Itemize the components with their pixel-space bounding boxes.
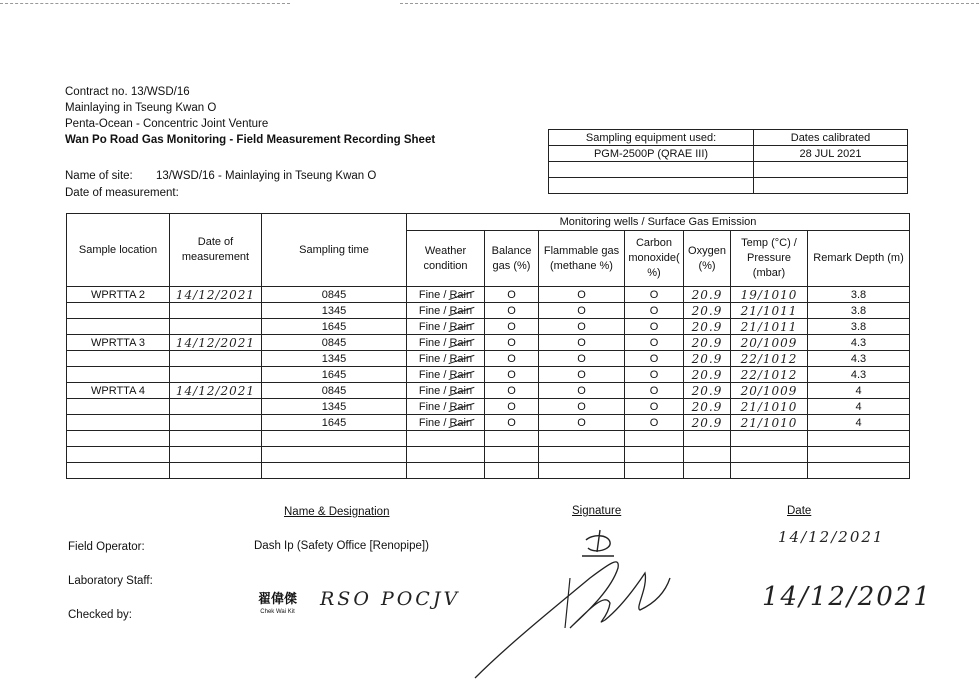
table-row bbox=[67, 399, 910, 415]
weather-fine-text: Fine / bbox=[418, 368, 450, 381]
col-header-weather: Weather condition bbox=[407, 231, 485, 287]
calibration-cell bbox=[754, 162, 908, 178]
calibration-cell bbox=[754, 178, 908, 194]
row-carbon-monoxide bbox=[625, 431, 684, 447]
checker-signature bbox=[470, 548, 680, 683]
row-sampling-time: 1645 bbox=[262, 319, 407, 335]
weather-rain-struck-text: Rain bbox=[449, 352, 473, 365]
row-balance-gas: O bbox=[485, 335, 539, 351]
row-flammable-gas bbox=[539, 431, 625, 447]
row-temp-pressure bbox=[731, 447, 808, 463]
row-flammable-gas: O bbox=[539, 367, 625, 383]
equipment-cell bbox=[549, 162, 754, 178]
row-location bbox=[67, 415, 170, 431]
row-flammable-gas bbox=[539, 463, 625, 479]
row-oxygen bbox=[684, 431, 731, 447]
row-oxygen: 20.9 bbox=[684, 367, 731, 383]
row-date bbox=[170, 351, 262, 367]
name-designation-header: Name & Designation bbox=[284, 506, 390, 518]
weather-fine-text: Fine / bbox=[418, 320, 450, 333]
table-row bbox=[67, 383, 910, 399]
weather-fine-text: Fine / bbox=[418, 304, 450, 317]
col-header-date: Date of measurement bbox=[170, 214, 262, 287]
col-header-remark-depth: Remark Depth (m) bbox=[808, 231, 910, 287]
weather-fine-text: Fine / bbox=[418, 384, 450, 397]
row-remark-depth: 3.8 bbox=[808, 287, 910, 303]
row-date bbox=[170, 463, 262, 479]
weather-fine-text: Fine / bbox=[418, 400, 450, 413]
site-label: Name of site: bbox=[65, 170, 133, 182]
row-date bbox=[170, 399, 262, 415]
weather-rain-struck-text: Rain bbox=[449, 336, 473, 349]
row-flammable-gas: O bbox=[539, 351, 625, 367]
row-flammable-gas: O bbox=[539, 287, 625, 303]
row-balance-gas: O bbox=[485, 399, 539, 415]
col-header-balance-gas: Balance gas (%) bbox=[485, 231, 539, 287]
row-date bbox=[170, 303, 262, 319]
row-carbon-monoxide: O bbox=[625, 287, 684, 303]
checked-date: 14/12/2021 bbox=[762, 582, 932, 612]
row-carbon-monoxide: O bbox=[625, 399, 684, 415]
row-location: WPRTTA 3 bbox=[67, 335, 170, 351]
col-header-carbon-monoxide: Carbon monoxide( %) bbox=[625, 231, 684, 287]
row-balance-gas: O bbox=[485, 415, 539, 431]
row-weather bbox=[407, 335, 485, 351]
row-balance-gas bbox=[485, 431, 539, 447]
row-remark-depth: 4 bbox=[808, 415, 910, 431]
site-value: 13/WSD/16 - Mainlaying in Tseung Kwan O bbox=[156, 170, 377, 182]
row-carbon-monoxide bbox=[625, 463, 684, 479]
checker-roman-name: Chek Wai Kit bbox=[260, 609, 295, 615]
row-remark-depth: 4 bbox=[808, 399, 910, 415]
row-oxygen: 20.9 bbox=[684, 383, 731, 399]
contractor-name: Penta-Ocean - Concentric Joint Venture bbox=[65, 118, 269, 130]
signature-header: Signature bbox=[572, 505, 622, 517]
col-header-sample-location: Sample location bbox=[67, 214, 170, 287]
row-carbon-monoxide: O bbox=[625, 367, 684, 383]
row-balance-gas: O bbox=[485, 319, 539, 335]
row-remark-depth: 4.3 bbox=[808, 335, 910, 351]
row-remark-depth: 3.8 bbox=[808, 303, 910, 319]
row-location bbox=[67, 319, 170, 335]
table-row bbox=[67, 335, 910, 351]
table-row bbox=[67, 367, 910, 383]
row-temp-pressure bbox=[731, 463, 808, 479]
row-date bbox=[170, 367, 262, 383]
row-location bbox=[67, 351, 170, 367]
row-carbon-monoxide bbox=[625, 447, 684, 463]
row-date bbox=[170, 319, 262, 335]
checked-by-label: Checked by: bbox=[68, 609, 132, 621]
row-balance-gas bbox=[485, 447, 539, 463]
row-remark-depth: 4 bbox=[808, 383, 910, 399]
row-oxygen: 20.9 bbox=[684, 415, 731, 431]
table-row bbox=[67, 351, 910, 367]
field-operator-name: Dash Ip (Safety Office [Renopipe]) bbox=[254, 540, 429, 552]
table-row bbox=[67, 303, 910, 319]
row-remark-depth bbox=[808, 447, 910, 463]
weather-rain-struck-text: Rain bbox=[449, 320, 473, 333]
row-oxygen bbox=[684, 447, 731, 463]
row-weather bbox=[407, 287, 485, 303]
row-flammable-gas: O bbox=[539, 319, 625, 335]
row-weather bbox=[407, 399, 485, 415]
scan-edge-right bbox=[400, 3, 979, 4]
weather-fine-text: Fine / bbox=[418, 336, 450, 349]
row-carbon-monoxide: O bbox=[625, 319, 684, 335]
contract-number: Contract no. 13/WSD/16 bbox=[65, 86, 190, 98]
row-carbon-monoxide: O bbox=[625, 351, 684, 367]
laboratory-staff-label: Laboratory Staff: bbox=[68, 575, 153, 587]
row-sampling-time bbox=[262, 447, 407, 463]
weather-fine-text: Fine / bbox=[418, 288, 450, 301]
row-date: 14/12/2021 bbox=[170, 383, 262, 399]
row-temp-pressure: 21/1010 bbox=[731, 399, 808, 415]
weather-rain-struck-text: Rain bbox=[449, 304, 473, 317]
row-oxygen: 20.9 bbox=[684, 335, 731, 351]
col-header-sampling-time: Sampling time bbox=[262, 214, 407, 287]
row-remark-depth: 4.3 bbox=[808, 367, 910, 383]
row-temp-pressure: 22/1012 bbox=[731, 351, 808, 367]
row-flammable-gas bbox=[539, 447, 625, 463]
row-carbon-monoxide: O bbox=[625, 415, 684, 431]
row-weather bbox=[407, 351, 485, 367]
row-sampling-time bbox=[262, 463, 407, 479]
measurement-table bbox=[66, 213, 910, 479]
row-weather bbox=[407, 431, 485, 447]
row-weather bbox=[407, 463, 485, 479]
calibration-cell: 28 JUL 2021 bbox=[754, 146, 908, 162]
row-flammable-gas: O bbox=[539, 415, 625, 431]
date-header: Date bbox=[787, 505, 812, 517]
col-header-flammable-gas: Flammable gas (methane %) bbox=[539, 231, 625, 287]
row-weather bbox=[407, 447, 485, 463]
table-row bbox=[67, 319, 910, 335]
row-location bbox=[67, 367, 170, 383]
row-sampling-time: 1345 bbox=[262, 399, 407, 415]
row-balance-gas: O bbox=[485, 351, 539, 367]
weather-fine-text: Fine / bbox=[418, 416, 450, 429]
measurement-date-label: Date of measurement: bbox=[65, 187, 179, 199]
row-temp-pressure: 20/1009 bbox=[731, 335, 808, 351]
row-oxygen: 20.9 bbox=[684, 351, 731, 367]
row-weather bbox=[407, 303, 485, 319]
row-sampling-time: 0845 bbox=[262, 287, 407, 303]
row-flammable-gas: O bbox=[539, 383, 625, 399]
row-carbon-monoxide: O bbox=[625, 335, 684, 351]
row-carbon-monoxide: O bbox=[625, 303, 684, 319]
row-weather bbox=[407, 383, 485, 399]
col-header-temp-pressure: Temp (°C) / Pressure (mbar) bbox=[731, 231, 808, 287]
row-date: 14/12/2021 bbox=[170, 335, 262, 351]
row-location bbox=[67, 303, 170, 319]
row-balance-gas: O bbox=[485, 383, 539, 399]
row-weather bbox=[407, 415, 485, 431]
row-flammable-gas: O bbox=[539, 303, 625, 319]
row-location: WPRTTA 2 bbox=[67, 287, 170, 303]
row-temp-pressure: 22/1012 bbox=[731, 367, 808, 383]
row-location bbox=[67, 399, 170, 415]
weather-rain-struck-text: Rain bbox=[449, 384, 473, 397]
row-oxygen: 20.9 bbox=[684, 319, 731, 335]
row-remark-depth: 3.8 bbox=[808, 319, 910, 335]
weather-rain-struck-text: Rain bbox=[449, 288, 473, 301]
row-balance-gas: O bbox=[485, 303, 539, 319]
row-temp-pressure: 20/1009 bbox=[731, 383, 808, 399]
row-location: WPRTTA 4 bbox=[67, 383, 170, 399]
weather-fine-text: Fine / bbox=[418, 352, 450, 365]
row-sampling-time bbox=[262, 431, 407, 447]
row-temp-pressure bbox=[731, 431, 808, 447]
row-sampling-time: 1345 bbox=[262, 351, 407, 367]
scan-edge-left bbox=[0, 3, 290, 4]
equipment-cell bbox=[549, 178, 754, 194]
row-oxygen: 20.9 bbox=[684, 287, 731, 303]
checker-chinese-name: 翟偉傑 bbox=[258, 592, 298, 607]
row-balance-gas bbox=[485, 463, 539, 479]
row-balance-gas: O bbox=[485, 367, 539, 383]
row-date bbox=[170, 431, 262, 447]
row-temp-pressure: 21/1011 bbox=[731, 303, 808, 319]
field-operator-label: Field Operator: bbox=[68, 541, 145, 553]
weather-rain-struck-text: Rain bbox=[449, 368, 473, 381]
row-sampling-time: 1645 bbox=[262, 367, 407, 383]
row-location bbox=[67, 447, 170, 463]
project-name: Mainlaying in Tseung Kwan O bbox=[65, 102, 217, 114]
table-row bbox=[67, 431, 910, 447]
row-temp-pressure: 21/1011 bbox=[731, 319, 808, 335]
row-sampling-time: 0845 bbox=[262, 383, 407, 399]
row-date: 14/12/2021 bbox=[170, 287, 262, 303]
row-sampling-time: 0845 bbox=[262, 335, 407, 351]
field-operator-date: 14/12/2021 bbox=[778, 528, 885, 546]
group-header-monitoring: Monitoring wells / Surface Gas Emission bbox=[407, 214, 910, 231]
equipment-table bbox=[548, 129, 908, 194]
row-remark-depth bbox=[808, 463, 910, 479]
table-row bbox=[67, 415, 910, 431]
calibration-header: Dates calibrated bbox=[754, 130, 908, 146]
row-date bbox=[170, 415, 262, 431]
row-flammable-gas: O bbox=[539, 335, 625, 351]
row-sampling-time: 1645 bbox=[262, 415, 407, 431]
row-location bbox=[67, 431, 170, 447]
row-sampling-time: 1345 bbox=[262, 303, 407, 319]
sheet-title: Wan Po Road Gas Monitoring - Field Measurement Recording Sheet bbox=[65, 134, 436, 146]
weather-rain-struck-text: Rain bbox=[449, 400, 473, 413]
row-date bbox=[170, 447, 262, 463]
row-oxygen: 20.9 bbox=[684, 399, 731, 415]
checker-role: RSO POCJV bbox=[320, 588, 461, 610]
weather-rain-struck-text: Rain bbox=[449, 416, 473, 429]
col-header-oxygen: Oxygen (%) bbox=[684, 231, 731, 287]
row-weather bbox=[407, 319, 485, 335]
row-temp-pressure: 21/1010 bbox=[731, 415, 808, 431]
row-oxygen bbox=[684, 463, 731, 479]
equipment-header: Sampling equipment used: bbox=[549, 130, 754, 146]
row-oxygen: 20.9 bbox=[684, 303, 731, 319]
row-remark-depth: 4.3 bbox=[808, 351, 910, 367]
checker-chop bbox=[258, 594, 297, 618]
row-balance-gas: O bbox=[485, 287, 539, 303]
row-location bbox=[67, 463, 170, 479]
row-weather bbox=[407, 367, 485, 383]
row-flammable-gas: O bbox=[539, 399, 625, 415]
equipment-cell: PGM-2500P (QRAE III) bbox=[549, 146, 754, 162]
table-row bbox=[67, 463, 910, 479]
row-carbon-monoxide: O bbox=[625, 383, 684, 399]
table-row bbox=[67, 447, 910, 463]
table-row bbox=[67, 287, 910, 303]
row-temp-pressure: 19/1010 bbox=[731, 287, 808, 303]
row-remark-depth bbox=[808, 431, 910, 447]
